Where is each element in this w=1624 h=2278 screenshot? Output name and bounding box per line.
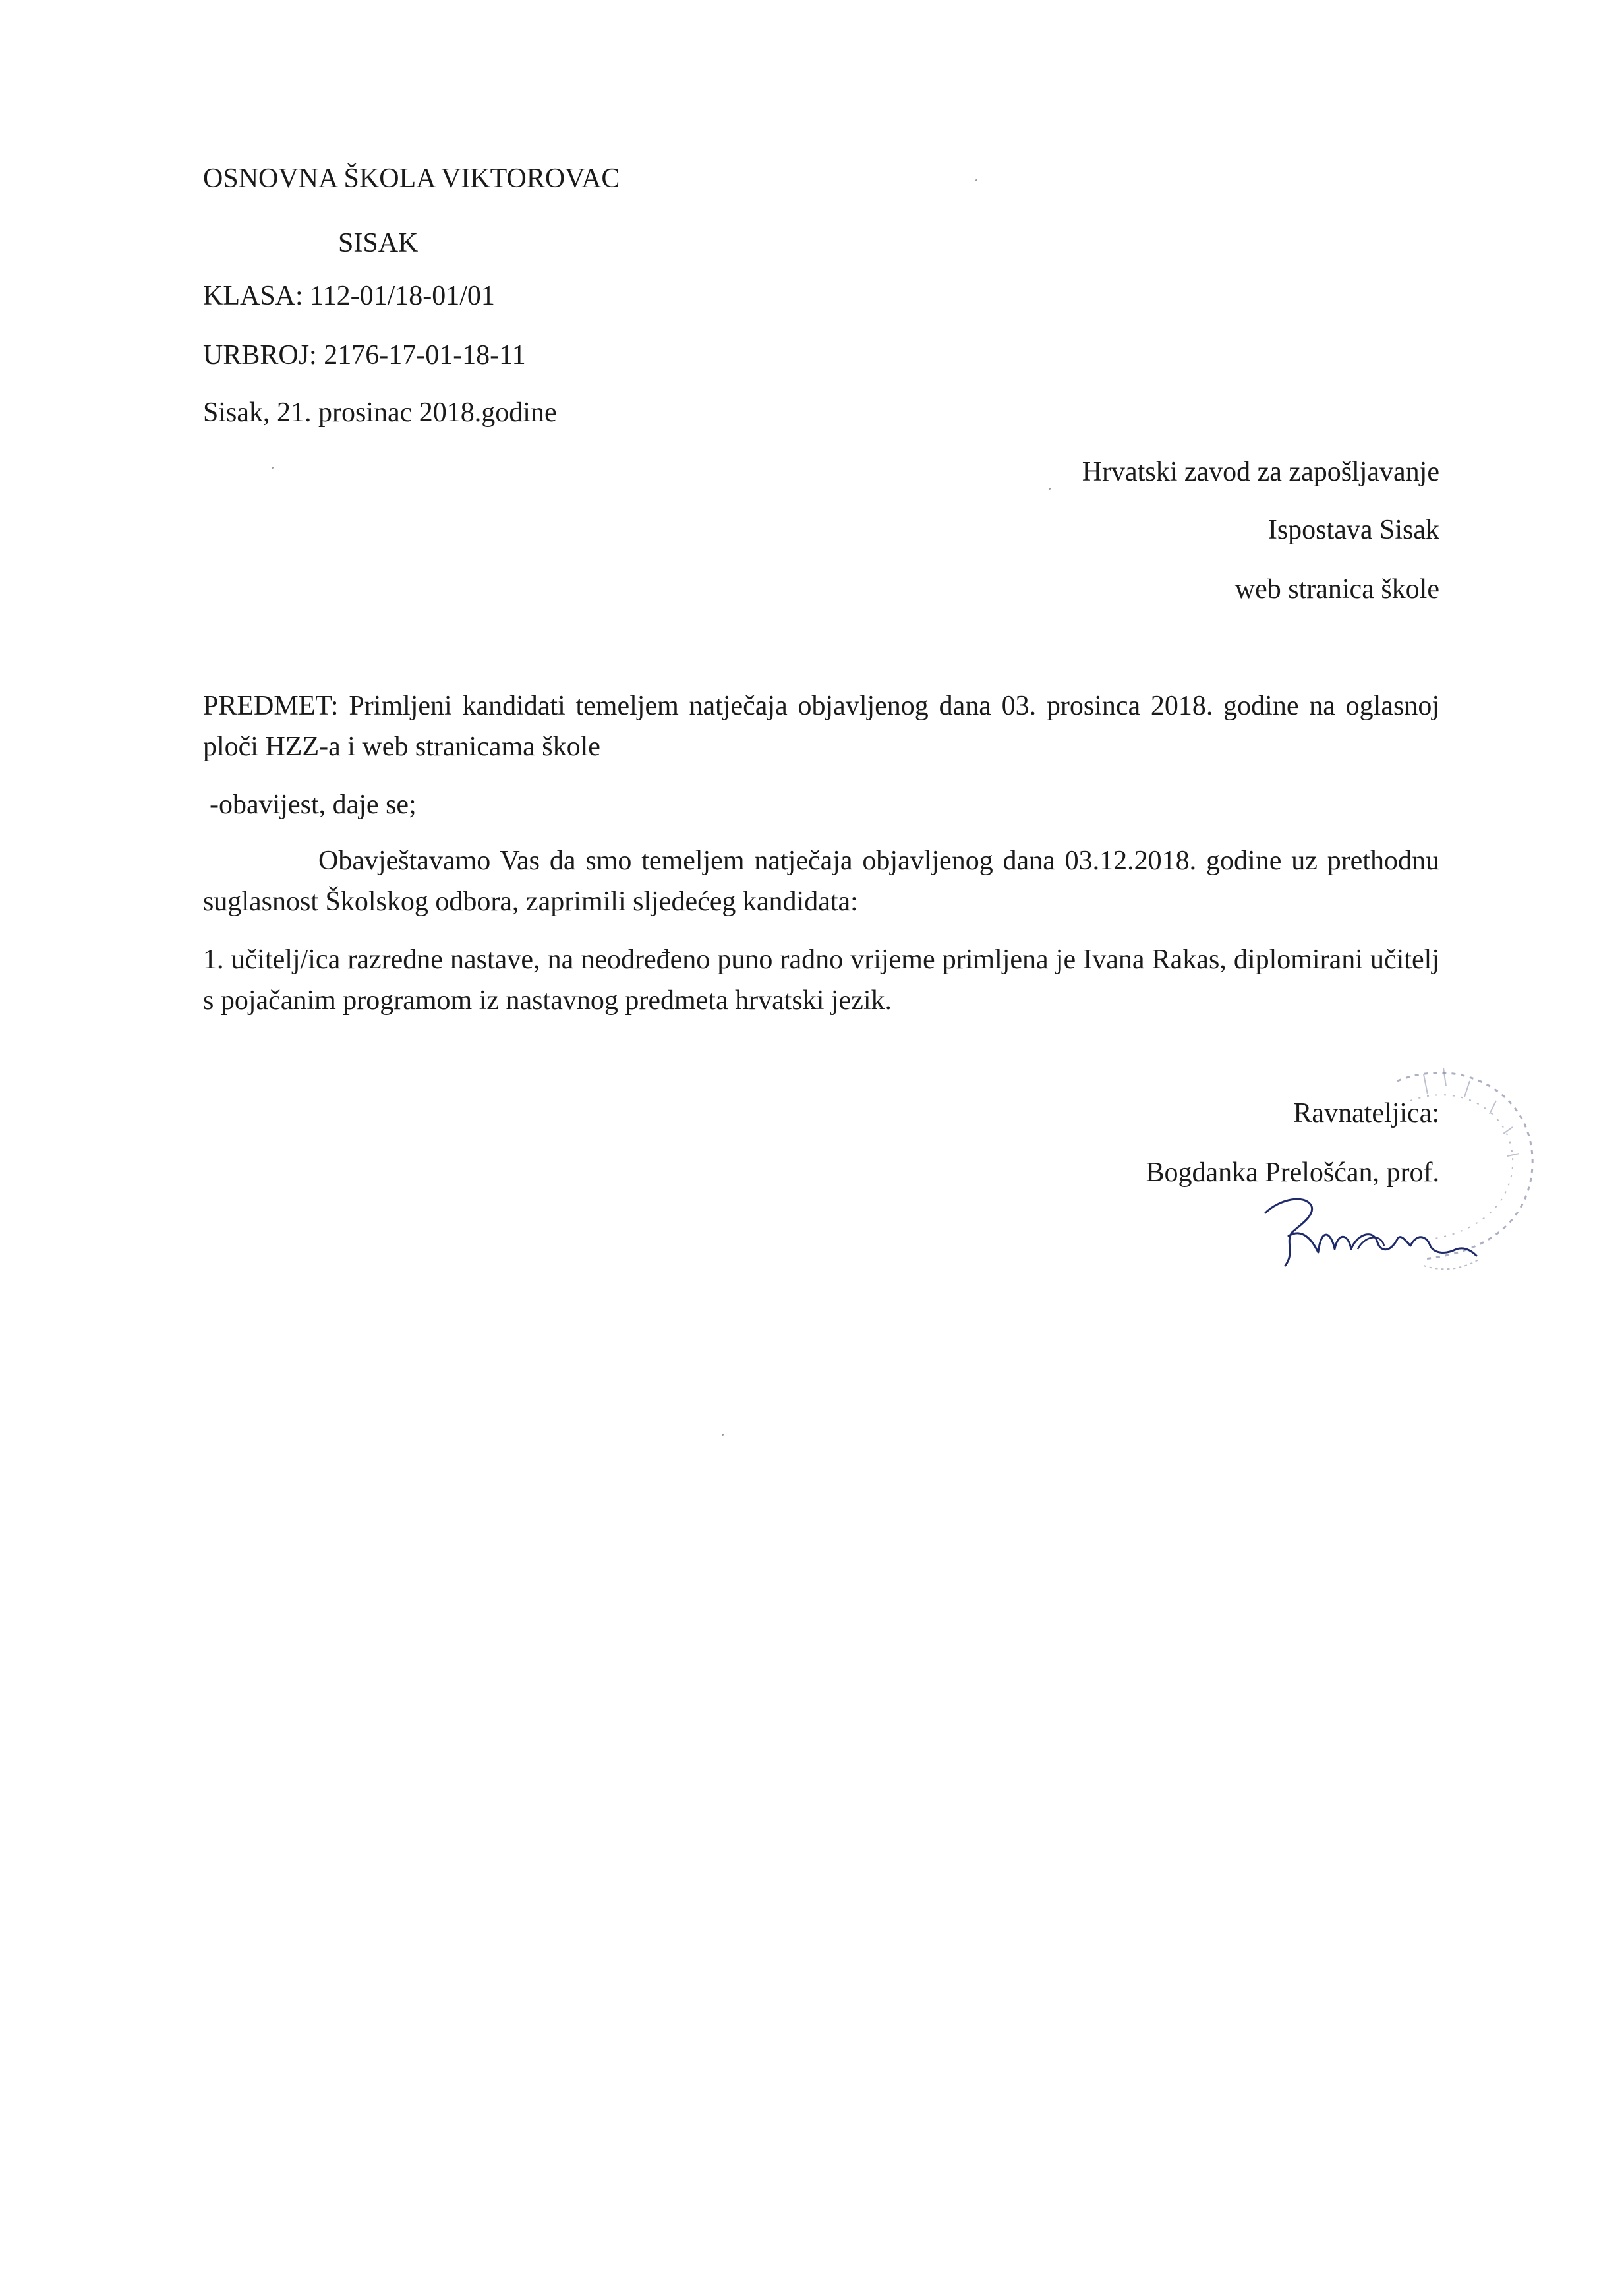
- subject-line: PREDMET: Primljeni kandidati temeljem natječaja objavljenog dana 03. prosinca 2018. godine na oglasnoj ploči HZZ-a i web stranicama škole: [203, 691, 1439, 762]
- scan-speck: [272, 467, 274, 469]
- recipient-line-3: web stranica škole: [1234, 574, 1439, 604]
- closing-name: Bogdanka Prelošćan, prof.: [1146, 1157, 1439, 1188]
- school-name: OSNOVNA ŠKOLA VIKTOROVAC: [203, 163, 620, 194]
- body-intro-paragraph: Obavještavamo Vas da smo temeljem natječaja objavljenog dana 03.12.2018. godine uz prethodnu suglasnost Školskog odbora, zaprimili sljedećeg kandidata:: [203, 846, 1439, 917]
- scan-speck: [975, 179, 977, 181]
- signature: [1259, 1186, 1483, 1285]
- school-city: SISAK: [338, 228, 419, 258]
- candidate-item: 1. učitelj/ica razredne nastave, na neodređeno puno radno vrijeme primljena je Ivana Rakas, diplomirani učitelj s pojačanim programom iz nastavnog predmeta hrvatski jezik.: [203, 945, 1439, 1016]
- recipient-line-2: Ispostava Sisak: [1267, 515, 1439, 545]
- urbroj-reference: URBROJ: 2176-17-01-18-11: [203, 340, 526, 370]
- scan-speck: [722, 1434, 724, 1436]
- closing-title: Ravnateljica:: [1293, 1098, 1439, 1128]
- notice-line: -obavijest, daje se;: [210, 790, 417, 820]
- place-and-date: Sisak, 21. prosinac 2018.godine: [203, 397, 557, 428]
- recipient-line-1: Hrvatski zavod za zapošljavanje: [1082, 457, 1439, 487]
- klasa-reference: KLASA: 112-01/18-01/01: [203, 281, 495, 311]
- scan-speck: [1049, 488, 1051, 490]
